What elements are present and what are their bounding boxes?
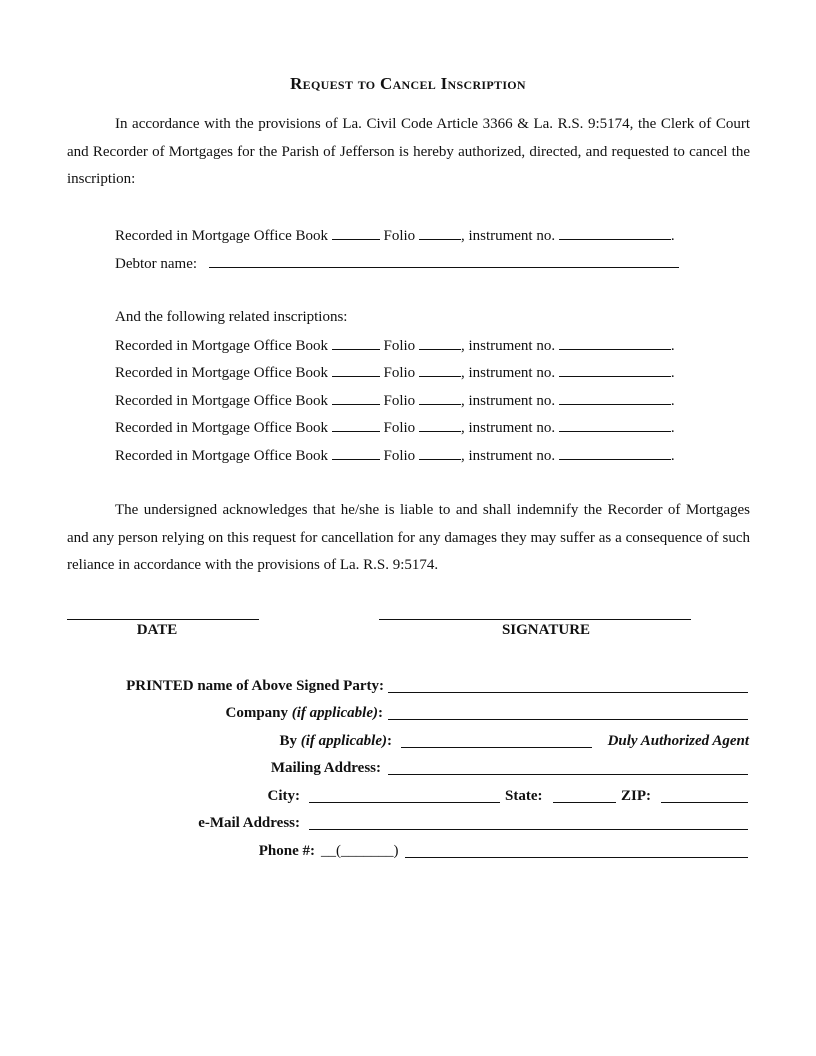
company-label: Company (if applicable): — [225, 705, 383, 721]
email-field[interactable] — [309, 815, 748, 830]
folio-field[interactable] — [419, 417, 461, 432]
folio-field[interactable] — [419, 335, 461, 350]
instrument-no-field[interactable] — [559, 362, 671, 377]
folio-label: Folio — [383, 420, 416, 436]
mailing-address-label: Mailing Address: — [270, 760, 381, 776]
instrument-label: , instrument no. — [460, 420, 556, 436]
folio-label: Folio — [383, 365, 416, 381]
page-title: Request to Cancel Inscription — [290, 74, 526, 93]
book-field[interactable] — [332, 225, 380, 240]
instrument-no-field[interactable] — [559, 417, 671, 432]
period: . — [670, 448, 675, 464]
instrument-no-field[interactable] — [559, 390, 671, 405]
by-label: By (if applicable): — [279, 733, 392, 749]
mailing-address-field[interactable] — [388, 760, 748, 775]
book-field[interactable] — [332, 417, 380, 432]
debtor-row — [115, 253, 679, 274]
email-label: e-Mail Address: — [198, 815, 300, 831]
recorded-prefix: Recorded in Mortgage Office Book — [115, 448, 328, 464]
company-field[interactable] — [388, 705, 748, 720]
acknowledgement-paragraph: The undersigned acknowledges that he/she is liable to and shall indemnify the Recorder of Mortgages and any person relying on this request for cancellation for any damages they may suffer as a consequence of such reliance in accordance with the provisions of La. R.S. 9:5174. — [67, 502, 750, 574]
folio-label: Folio — [383, 338, 416, 354]
printed-name-label: PRINTED name of Above Signed Party: — [126, 678, 384, 694]
folio-field[interactable] — [419, 362, 461, 377]
related-heading: And the following related inscriptions: — [115, 309, 348, 325]
period: . — [670, 228, 675, 244]
recorded-prefix: Recorded in Mortgage Office Book — [115, 338, 328, 354]
folio-label: Folio — [383, 393, 416, 409]
state-field[interactable] — [553, 788, 616, 803]
folio-field[interactable] — [419, 445, 461, 460]
intro-paragraph: In accordance with the provisions of La. Civil Code Article 3366 & La. R.S. 9:5174, the Clerk of Court and Recorder of Mortgages for the Parish of Jefferson is hereby authorized, directed, and requested to cancel the inscription: — [67, 116, 750, 188]
book-field[interactable] — [332, 445, 380, 460]
date-label: DATE — [136, 622, 178, 638]
instrument-label: , instrument no. — [460, 448, 556, 464]
city-label: City: — [267, 788, 300, 804]
phone-area-code-field[interactable]: __(_______) — [321, 843, 399, 859]
state-label: State: — [505, 788, 543, 804]
period: . — [670, 393, 675, 409]
related-recorded-row — [115, 390, 675, 411]
period: . — [670, 365, 675, 381]
recorded-prefix: Recorded in Mortgage Office Book — [115, 365, 328, 381]
recorded-prefix: Recorded in Mortgage Office Book — [115, 228, 328, 244]
instrument-no-field[interactable] — [559, 445, 671, 460]
period: . — [670, 420, 675, 436]
related-recorded-row — [115, 417, 675, 438]
zip-label: ZIP: — [621, 788, 651, 804]
instrument-no-field[interactable] — [559, 225, 671, 240]
related-recorded-row — [115, 335, 675, 356]
debtor-name-field[interactable] — [209, 253, 679, 268]
related-recorded-row — [115, 445, 675, 466]
instrument-label: , instrument no. — [460, 393, 556, 409]
duly-authorized-agent-label: Duly Authorized Agent — [607, 733, 749, 749]
instrument-label: , instrument no. — [460, 365, 556, 381]
folio-field[interactable] — [419, 390, 461, 405]
recorded-prefix: Recorded in Mortgage Office Book — [115, 393, 328, 409]
phone-number-field[interactable] — [405, 843, 748, 858]
instrument-label: , instrument no. — [460, 228, 556, 244]
by-field[interactable] — [401, 733, 592, 748]
recorded-prefix: Recorded in Mortgage Office Book — [115, 420, 328, 436]
zip-field[interactable] — [661, 788, 748, 803]
book-field[interactable] — [332, 390, 380, 405]
instrument-no-field[interactable] — [559, 335, 671, 350]
phone-label: Phone #: — [258, 843, 315, 859]
period: . — [670, 338, 675, 354]
printed-name-field[interactable] — [388, 678, 748, 693]
folio-field[interactable] — [419, 225, 461, 240]
folio-label: Folio — [383, 448, 416, 464]
signature-label: SIGNATURE — [501, 622, 591, 638]
instrument-label: , instrument no. — [460, 338, 556, 354]
book-field[interactable] — [332, 335, 380, 350]
recorded-row-primary — [115, 225, 675, 246]
related-recorded-row — [115, 362, 675, 383]
folio-label: Folio — [383, 228, 416, 244]
book-field[interactable] — [332, 362, 380, 377]
city-field[interactable] — [309, 788, 500, 803]
debtor-label: Debtor name: — [115, 256, 198, 272]
